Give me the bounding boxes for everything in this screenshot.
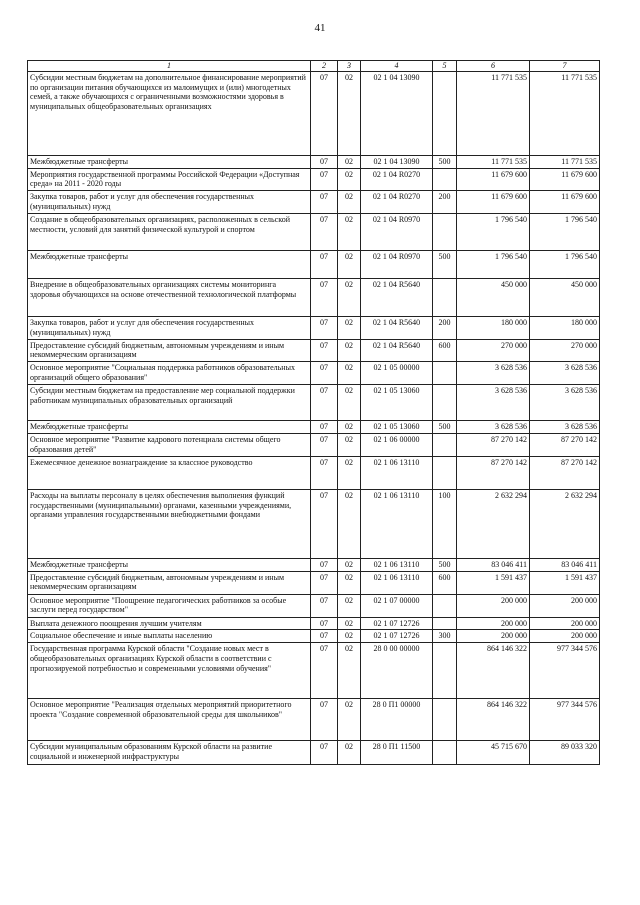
row-name-cell: Межбюджетные трансферты xyxy=(28,251,311,279)
row-target-code-cell: 02 1 04 13090 xyxy=(361,71,433,155)
row-expense-type-cell xyxy=(433,699,457,741)
table-row xyxy=(28,489,600,558)
table-row xyxy=(28,251,600,279)
row-amount-2-cell: 270 000 xyxy=(530,339,600,362)
row-subsection-cell: 02 xyxy=(338,279,361,317)
row-section-cell: 07 xyxy=(311,617,338,630)
row-amount-1-cell: 200 000 xyxy=(457,594,530,617)
row-target-code-cell: 02 1 04 R5640 xyxy=(361,317,433,340)
row-amount-2-cell: 3 628 536 xyxy=(530,421,600,434)
row-expense-type-cell xyxy=(433,594,457,617)
row-amount-1-cell: 11 679 600 xyxy=(457,168,530,191)
row-name-cell: Предоставление субсидий бюджетным, автономным учреждениям и иным некоммерческим организациям xyxy=(28,571,311,594)
row-amount-2-cell: 977 344 576 xyxy=(530,643,600,699)
row-subsection-cell: 02 xyxy=(338,571,361,594)
row-amount-2-cell: 11 771 535 xyxy=(530,71,600,155)
table-row xyxy=(28,71,600,155)
row-section-cell: 07 xyxy=(311,362,338,385)
row-name-cell: Основное мероприятие "Развитие кадрового потенциала системы общего образования детей" xyxy=(28,433,311,456)
row-section-cell: 07 xyxy=(311,251,338,279)
row-target-code-cell: 02 1 06 13110 xyxy=(361,456,433,489)
row-subsection-cell: 02 xyxy=(338,699,361,741)
row-target-code-cell: 28 0 00 00000 xyxy=(361,643,433,699)
row-amount-1-cell: 3 628 536 xyxy=(457,362,530,385)
row-amount-1-cell: 1 591 437 xyxy=(457,571,530,594)
table-row xyxy=(28,362,600,385)
row-name-cell: Мероприятия государственной программы Российской Федерации «Доступная среда» на 2011 - 2020 годы xyxy=(28,168,311,191)
column-header-1: 1 xyxy=(28,61,311,72)
row-subsection-cell: 02 xyxy=(338,71,361,155)
row-subsection-cell: 02 xyxy=(338,385,361,421)
row-amount-1-cell: 450 000 xyxy=(457,279,530,317)
row-expense-type-cell xyxy=(433,617,457,630)
table-row xyxy=(28,155,600,168)
row-subsection-cell: 02 xyxy=(338,617,361,630)
row-expense-type-cell: 500 xyxy=(433,155,457,168)
row-amount-2-cell: 1 796 540 xyxy=(530,214,600,251)
row-amount-2-cell: 83 046 411 xyxy=(530,558,600,571)
row-amount-2-cell: 3 628 536 xyxy=(530,362,600,385)
row-target-code-cell: 28 0 П1 11500 xyxy=(361,741,433,765)
row-amount-1-cell: 11 771 535 xyxy=(457,155,530,168)
row-section-cell: 07 xyxy=(311,489,338,558)
row-amount-2-cell: 11 771 535 xyxy=(530,155,600,168)
row-target-code-cell: 02 1 06 13110 xyxy=(361,489,433,558)
row-name-cell: Ежемесячное денежное вознаграждение за классное руководство xyxy=(28,456,311,489)
row-section-cell: 07 xyxy=(311,317,338,340)
row-section-cell: 07 xyxy=(311,571,338,594)
row-subsection-cell: 02 xyxy=(338,643,361,699)
table-header-row xyxy=(28,61,600,72)
row-section-cell: 07 xyxy=(311,421,338,434)
row-amount-1-cell: 87 270 142 xyxy=(457,433,530,456)
row-expense-type-cell xyxy=(433,71,457,155)
row-amount-2-cell: 87 270 142 xyxy=(530,433,600,456)
table-row xyxy=(28,339,600,362)
row-amount-2-cell: 11 679 600 xyxy=(530,191,600,214)
row-target-code-cell: 02 1 06 13110 xyxy=(361,571,433,594)
row-name-cell: Социальное обеспечение и иные выплаты населению xyxy=(28,630,311,643)
row-expense-type-cell: 200 xyxy=(433,317,457,340)
row-name-cell: Государственная программа Курской области "Создание новых мест в общеобразовательных организациях Курской области в соответствии с прогнозируемой потребностью и современными условиями обучения" xyxy=(28,643,311,699)
row-section-cell: 07 xyxy=(311,433,338,456)
row-subsection-cell: 02 xyxy=(338,741,361,765)
row-amount-1-cell: 3 628 536 xyxy=(457,421,530,434)
row-amount-2-cell: 87 270 142 xyxy=(530,456,600,489)
row-subsection-cell: 02 xyxy=(338,456,361,489)
page-number: 41 xyxy=(314,22,326,34)
row-name-cell: Внедрение в общеобразовательных организациях системы мониторинга здоровья обучающихся на основе отечественной технологической платформы xyxy=(28,279,311,317)
row-subsection-cell: 02 xyxy=(338,168,361,191)
row-amount-2-cell: 977 344 576 xyxy=(530,699,600,741)
row-amount-1-cell: 83 046 411 xyxy=(457,558,530,571)
row-section-cell: 07 xyxy=(311,456,338,489)
row-name-cell: Основное мероприятие "Поощрение педагогических работников за особые заслуги перед государством" xyxy=(28,594,311,617)
row-expense-type-cell xyxy=(433,168,457,191)
row-expense-type-cell xyxy=(433,214,457,251)
row-amount-1-cell: 11 679 600 xyxy=(457,191,530,214)
row-target-code-cell: 02 1 07 12726 xyxy=(361,617,433,630)
column-header-4: 4 xyxy=(361,61,433,72)
row-section-cell: 07 xyxy=(311,558,338,571)
table-row xyxy=(28,741,600,765)
row-subsection-cell: 02 xyxy=(338,155,361,168)
row-section-cell: 07 xyxy=(311,385,338,421)
row-section-cell: 07 xyxy=(311,71,338,155)
row-section-cell: 07 xyxy=(311,279,338,317)
row-amount-2-cell: 450 000 xyxy=(530,279,600,317)
row-target-code-cell: 02 1 05 00000 xyxy=(361,362,433,385)
table-row xyxy=(28,433,600,456)
row-target-code-cell: 02 1 04 R5640 xyxy=(361,279,433,317)
table-row xyxy=(28,456,600,489)
column-header-3: 3 xyxy=(338,61,361,72)
row-target-code-cell: 02 1 07 12726 xyxy=(361,630,433,643)
row-amount-2-cell: 180 000 xyxy=(530,317,600,340)
row-name-cell: Предоставление субсидий бюджетным, автономным учреждениям и иным некоммерческим организациям xyxy=(28,339,311,362)
column-header-5: 5 xyxy=(433,61,457,72)
row-subsection-cell: 02 xyxy=(338,317,361,340)
row-subsection-cell: 02 xyxy=(338,214,361,251)
row-target-code-cell: 02 1 05 13060 xyxy=(361,421,433,434)
row-expense-type-cell xyxy=(433,362,457,385)
row-section-cell: 07 xyxy=(311,168,338,191)
row-amount-2-cell: 3 628 536 xyxy=(530,385,600,421)
row-target-code-cell: 02 1 04 R0970 xyxy=(361,214,433,251)
row-subsection-cell: 02 xyxy=(338,433,361,456)
row-expense-type-cell: 600 xyxy=(433,571,457,594)
row-section-cell: 07 xyxy=(311,699,338,741)
row-expense-type-cell xyxy=(433,279,457,317)
row-subsection-cell: 02 xyxy=(338,594,361,617)
table-row xyxy=(28,630,600,643)
row-amount-1-cell: 200 000 xyxy=(457,630,530,643)
row-section-cell: 07 xyxy=(311,214,338,251)
row-expense-type-cell xyxy=(433,741,457,765)
row-name-cell: Межбюджетные трансферты xyxy=(28,558,311,571)
row-amount-2-cell: 11 679 600 xyxy=(530,168,600,191)
table-row xyxy=(28,279,600,317)
row-target-code-cell: 02 1 04 R0970 xyxy=(361,251,433,279)
row-amount-1-cell: 1 796 540 xyxy=(457,214,530,251)
row-expense-type-cell: 500 xyxy=(433,421,457,434)
table-row xyxy=(28,317,600,340)
row-amount-1-cell: 270 000 xyxy=(457,339,530,362)
row-name-cell: Субсидии местным бюджетам на предоставление мер социальной поддержки работникам муниципальных образовательных организаций xyxy=(28,385,311,421)
row-amount-1-cell: 87 270 142 xyxy=(457,456,530,489)
row-amount-1-cell: 45 715 670 xyxy=(457,741,530,765)
row-amount-1-cell: 864 146 322 xyxy=(457,643,530,699)
row-amount-2-cell: 200 000 xyxy=(530,630,600,643)
table-row xyxy=(28,558,600,571)
row-section-cell: 07 xyxy=(311,191,338,214)
row-amount-2-cell: 89 033 320 xyxy=(530,741,600,765)
column-header-7: 7 xyxy=(530,61,600,72)
row-name-cell: Основное мероприятие "Реализация отдельных мероприятий приоритетного проекта "Создание современной образовательной среды для школьников" xyxy=(28,699,311,741)
table-row xyxy=(28,385,600,421)
row-section-cell: 07 xyxy=(311,155,338,168)
row-name-cell: Межбюджетные трансферты xyxy=(28,155,311,168)
row-amount-2-cell: 1 591 437 xyxy=(530,571,600,594)
row-amount-2-cell: 2 632 294 xyxy=(530,489,600,558)
row-subsection-cell: 02 xyxy=(338,339,361,362)
row-amount-1-cell: 200 000 xyxy=(457,617,530,630)
row-expense-type-cell: 500 xyxy=(433,251,457,279)
row-amount-1-cell: 11 771 535 xyxy=(457,71,530,155)
row-target-code-cell: 02 1 06 13110 xyxy=(361,558,433,571)
row-expense-type-cell: 500 xyxy=(433,558,457,571)
row-subsection-cell: 02 xyxy=(338,489,361,558)
row-target-code-cell: 02 1 04 R0270 xyxy=(361,168,433,191)
table-row xyxy=(28,699,600,741)
row-name-cell: Закупка товаров, работ и услуг для обеспечения государственных (муниципальных) нужд xyxy=(28,191,311,214)
row-section-cell: 07 xyxy=(311,594,338,617)
table-row xyxy=(28,191,600,214)
table-row xyxy=(28,594,600,617)
row-expense-type-cell xyxy=(433,643,457,699)
row-name-cell: Межбюджетные трансферты xyxy=(28,421,311,434)
row-amount-1-cell: 3 628 536 xyxy=(457,385,530,421)
row-target-code-cell: 28 0 П1 00000 xyxy=(361,699,433,741)
row-section-cell: 07 xyxy=(311,630,338,643)
row-amount-2-cell: 200 000 xyxy=(530,617,600,630)
budget-table xyxy=(27,60,600,765)
row-target-code-cell: 02 1 04 R5640 xyxy=(361,339,433,362)
row-target-code-cell: 02 1 04 13090 xyxy=(361,155,433,168)
row-subsection-cell: 02 xyxy=(338,558,361,571)
row-section-cell: 07 xyxy=(311,741,338,765)
row-expense-type-cell xyxy=(433,433,457,456)
table-row xyxy=(28,643,600,699)
row-target-code-cell: 02 1 05 13060 xyxy=(361,385,433,421)
row-name-cell: Расходы на выплаты персоналу в целях обеспечения выполнения функций государственными (муниципальными) органами, казенными учреждениями, органами управления государственными внебюджетными фондами xyxy=(28,489,311,558)
table-row xyxy=(28,571,600,594)
row-name-cell: Субсидии местным бюджетам на дополнительное финансирование мероприятий по организации питания обучающихся из малоимущих и (или) многодетных семей, а также обучающихся с ограниченными возможностями здоровья в муниципальных общеобразовательных организациях xyxy=(28,71,311,155)
row-target-code-cell: 02 1 04 R0270 xyxy=(361,191,433,214)
row-subsection-cell: 02 xyxy=(338,251,361,279)
row-expense-type-cell: 600 xyxy=(433,339,457,362)
row-name-cell: Выплата денежного поощрения лучшим учителям xyxy=(28,617,311,630)
row-target-code-cell: 02 1 06 00000 xyxy=(361,433,433,456)
row-expense-type-cell xyxy=(433,456,457,489)
table-row xyxy=(28,421,600,434)
row-amount-1-cell: 864 146 322 xyxy=(457,699,530,741)
row-amount-1-cell: 180 000 xyxy=(457,317,530,340)
column-header-6: 6 xyxy=(457,61,530,72)
row-subsection-cell: 02 xyxy=(338,191,361,214)
row-amount-1-cell: 2 632 294 xyxy=(457,489,530,558)
row-name-cell: Закупка товаров, работ и услуг для обеспечения государственных (муниципальных) нужд xyxy=(28,317,311,340)
row-target-code-cell: 02 1 07 00000 xyxy=(361,594,433,617)
row-name-cell: Субсидии муниципальным образованиям Курской области на развитие социальной и инженерной инфраструктуры xyxy=(28,741,311,765)
row-name-cell: Основное мероприятие "Социальная поддержка работников образовательных организаций общего образования" xyxy=(28,362,311,385)
row-amount-2-cell: 200 000 xyxy=(530,594,600,617)
row-name-cell: Создание в общеобразовательных организациях, расположенных в сельской местности, условий для занятий физической культурой и спортом xyxy=(28,214,311,251)
row-amount-2-cell: 1 796 540 xyxy=(530,251,600,279)
row-expense-type-cell xyxy=(433,385,457,421)
row-section-cell: 07 xyxy=(311,643,338,699)
row-expense-type-cell: 200 xyxy=(433,191,457,214)
row-expense-type-cell: 100 xyxy=(433,489,457,558)
row-subsection-cell: 02 xyxy=(338,630,361,643)
row-expense-type-cell: 300 xyxy=(433,630,457,643)
table-row xyxy=(28,214,600,251)
row-subsection-cell: 02 xyxy=(338,362,361,385)
row-section-cell: 07 xyxy=(311,339,338,362)
column-header-2: 2 xyxy=(311,61,338,72)
row-subsection-cell: 02 xyxy=(338,421,361,434)
table-row xyxy=(28,617,600,630)
table-row xyxy=(28,168,600,191)
row-amount-1-cell: 1 796 540 xyxy=(457,251,530,279)
